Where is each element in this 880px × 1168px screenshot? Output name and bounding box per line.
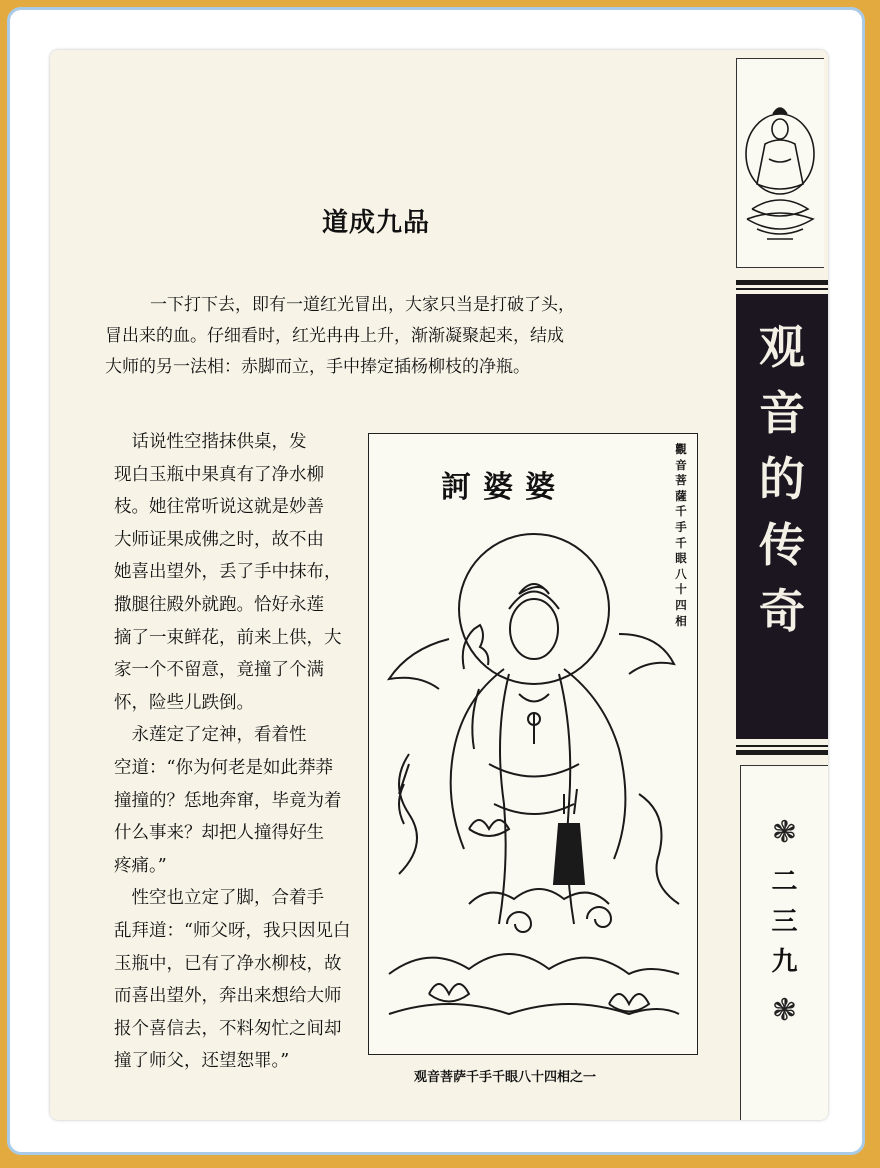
illustration-name: 訶婆婆 [441, 470, 567, 505]
body-line: 永莲定了定神，看着性 [114, 725, 307, 746]
section-title: 道成九品 [322, 208, 431, 238]
body-line: 疼痛。” [114, 855, 167, 876]
flower-icon: ❃ [771, 815, 798, 850]
body-line: 摘了一束鲜花，前来上供，大 [114, 627, 342, 648]
body-line: 家一个不留意，竟撞了个满 [114, 660, 324, 681]
bodhisattva-drawing [369, 434, 699, 1056]
book-page [50, 50, 828, 1120]
body-line: 空道：“你为何老是如此莽莽 [114, 757, 333, 778]
divider-band [736, 745, 828, 747]
body-line: 枝。她往常听说这就是妙善 [114, 497, 324, 518]
body-line: 报个喜信去，不料匆忙之间却 [114, 1018, 342, 1039]
body-line: 性空也立定了脚，合着手 [114, 888, 324, 909]
body-line: 话说性空揩抹供桌，发 [114, 432, 307, 452]
intro-line: 大师的另一法相：赤脚而立，手中捧定插杨柳枝的净瓶。 [105, 357, 530, 377]
page-number-char: 九 [771, 947, 798, 977]
book-title-char: 观 [759, 320, 805, 374]
book-title-vertical [736, 294, 828, 739]
intro-line: 一下打下去，即有一道红光冒出，大家只当是打破了头， [150, 295, 575, 315]
body-line: 什么事来？却把人撞得好生 [114, 823, 324, 844]
woodblock-illustration [368, 433, 698, 1055]
page-number [741, 862, 828, 982]
flower-icon: ❃ [771, 993, 798, 1028]
page-number-box [740, 765, 828, 1120]
body-text-column [114, 426, 364, 1078]
guanyin-seated-icon [737, 59, 823, 265]
divider-band [736, 750, 828, 755]
body-line: 她喜出望外，丢了手中抹布， [114, 562, 342, 583]
book-title-char: 的 [759, 452, 805, 506]
intro-paragraph [105, 290, 690, 383]
book-title-char: 音 [759, 386, 805, 440]
body-line: 大师证果成佛之时，故不由 [114, 529, 324, 550]
body-line: 怀，险些儿跌倒。 [114, 692, 254, 713]
body-line: 而喜出望外，奔出来想给大师 [114, 986, 342, 1007]
illustration-side-text: 觀音菩薩千手千眼八十四相 [675, 442, 687, 628]
illustration-caption: 观音菩萨千手千眼八十四相之一 [414, 1070, 597, 1085]
guanyin-emblem [736, 58, 824, 268]
body-line: 撞撞的？恁地奔窜，毕竟为着 [114, 790, 342, 811]
intro-line: 冒出来的血。仔细看时，红光冉冉上升，渐渐凝聚起来，结成 [105, 326, 564, 346]
body-line: 撞了师父，还望恕罪。” [114, 1051, 290, 1072]
book-title-char: 传 [759, 518, 805, 572]
divider-band [736, 280, 828, 285]
body-line: 撒腿往殿外就跑。恰好永莲 [114, 594, 324, 615]
body-line: 现白玉瓶中果真有了净水柳 [114, 464, 324, 485]
page-number-char: 三 [771, 907, 798, 937]
body-line: 玉瓶中，已有了净水柳枝，故 [114, 953, 342, 974]
body-line: 乱拜道：“师父呀，我只因见白 [114, 920, 351, 941]
right-sidebar [736, 58, 828, 1120]
book-title-char: 奇 [759, 584, 805, 638]
divider-band [736, 288, 828, 290]
page-number-char: 二 [771, 867, 798, 897]
